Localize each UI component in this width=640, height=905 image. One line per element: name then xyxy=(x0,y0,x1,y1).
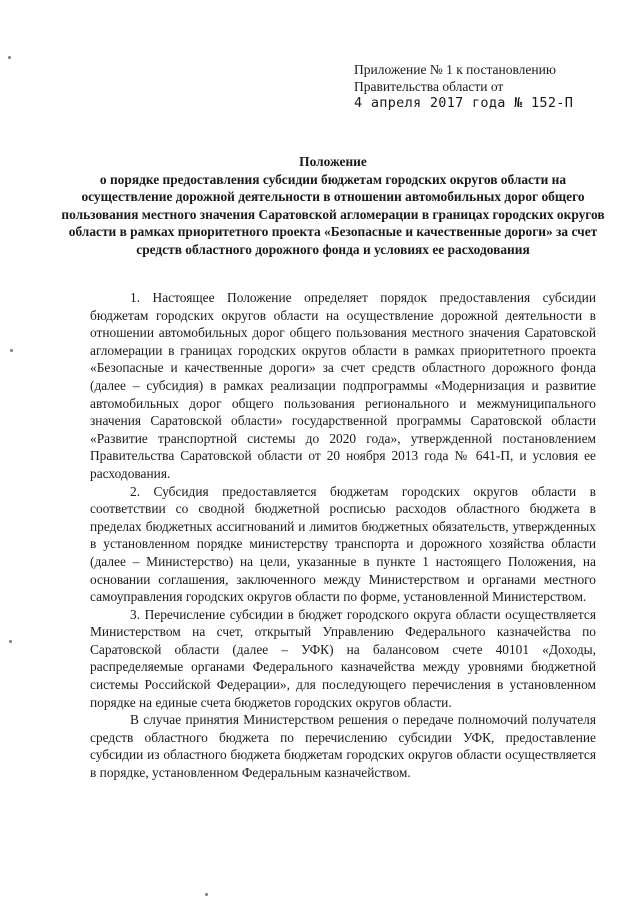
document-body xyxy=(90,289,596,782)
appendix-line-2: Правительства области от xyxy=(354,78,504,94)
scan-dot xyxy=(8,56,11,59)
appendix-reference xyxy=(354,62,624,112)
appendix-line-1: Приложение № 1 к постановлению xyxy=(354,62,556,77)
appendix-date-line: 4 апреля 2017 года № 152-П xyxy=(354,95,574,111)
title-subtitle: о порядке предоставления субсидии бюджетам городских округов области на осуществление дорожной деятельности в отношении автомобильных дорог общего пользования местного значения Саратовской агломерации в границах городских округов области в рамках приоритетного проекта «Безопасные и качественные дороги» за счет средств областного дорожного фонда и условиях ее расходования xyxy=(61,171,605,257)
scan-dot xyxy=(9,640,12,643)
title-heading: Положение xyxy=(299,154,367,169)
scan-dot xyxy=(205,893,208,896)
paragraph-2: 2. Субсидия предоставляется бюджетам городских округов области в соответствии со сводной бюджетной росписью расходов областного бюджета в пределах бюджетных ассигнований и лимитов бюджетных обязательств, утвержденных в установленном порядке министерству транспорта и дорожного хозяйства области (далее – Министерство) на цели, указанные в пункте 1 настоящего Положения, на основании соглашения, заключенного между Министерством и органами местного самоуправления городских округов области по форме, установленной Министерством. xyxy=(90,483,596,605)
scan-dot xyxy=(10,349,13,352)
paragraph-1: 1. Настоящее Положение определяет порядок предоставления субсидии бюджетам городских округов области на осуществление дорожной деятельности в отношении автомобильных дорог общего пользования местного значения Саратовской агломерации в границах городских округов области в рамках приоритетного проекта «Безопасные и качественные дороги» за счет средств областного дорожного фонда (далее – субсидия) в рамках реализации подпрограммы «Модернизация и развитие автомобильных дорог общего пользования регионального и межмуниципального значения Саратовской области» государственной программы Саратовской области «Развитие транспортной системы до 2020 года», утвержденной постановлением Правительства Саратовской области от 20 ноября 2013 года № 641-П, и условия ее расходования. xyxy=(90,290,596,481)
paragraph-4: В случае принятия Министерством решения о передаче полномочий получателя средств областного бюджета по перечислению субсидии УФК, предоставление субсидии из областного бюджета бюджетам городских округов области осуществляется в порядке, установленном Федеральным казначейством. xyxy=(90,712,596,781)
document-title xyxy=(60,153,606,259)
paragraph-3: 3. Перечисление субсидии в бюджет городского округа области осуществляется Министерством на счет, открытый Управлению Федерального казначейства по Саратовской области (далее – УФК) на балансовом счете 40101 «Доходы, распределяемые органами Федерального казначейства между уровнями бюджетной системы Российской Федерации», для последующего перечисления в установленном порядке на единые счета бюджетов городских округов области. xyxy=(90,606,596,710)
